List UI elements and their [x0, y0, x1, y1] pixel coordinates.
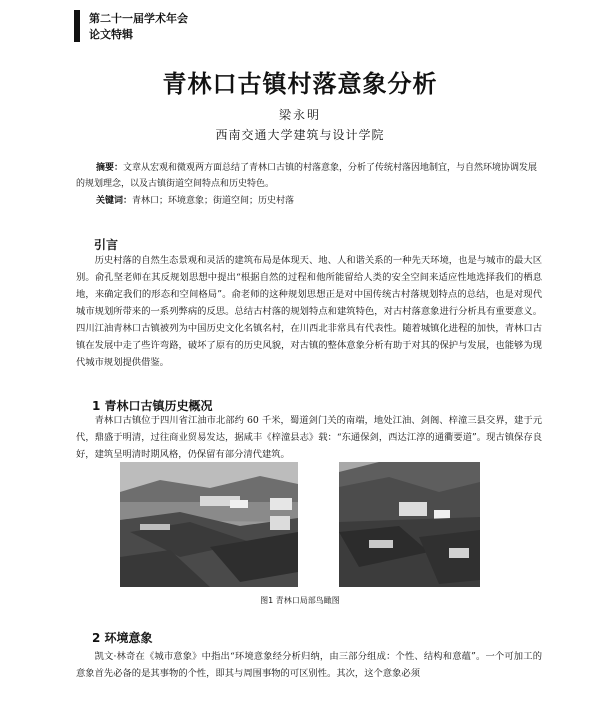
abstract-text: 文章从宏观和微观两方面总结了青林口古镇的村落意象，分析了传统村落因地制宜，与自然环境协调发展的规划理念，以及古镇街道空间特点和历史特色。: [76, 163, 538, 189]
section2-heading: 2 环境意象: [92, 631, 153, 645]
keywords-label: 关键词：: [96, 196, 133, 206]
village-aerial-photo-right: [339, 462, 480, 587]
journal-header: 第二十一届学术年会: [89, 12, 188, 25]
header-bar: [74, 10, 80, 42]
keywords: [96, 193, 536, 206]
section1-heading: 1 青林口古镇历史概况: [92, 399, 213, 413]
section1-paragraph: 青林口古镇位于四川省江油市北部约 60 千米，蜀道剑门关的南端，地处江油、剑阁、梓潼三县交界，建于元代，鼎盛于明清，过往商业贸易发达，据咸丰《梓潼县志》载：“东通保剑，西达江淳的通衢要道”。现古镇保存良好，建筑呈明清时期风格，仍保留有部分清代建筑。: [76, 415, 542, 460]
author: 梁永明: [278, 108, 321, 122]
abstract-label: 摘要：: [96, 163, 124, 173]
village-aerial-photo-left: [120, 462, 298, 587]
journal-subheader: 论文特辑: [89, 28, 133, 41]
affiliation: 西南交通大学建筑与设计学院: [215, 128, 385, 142]
section2-paragraph: 凯文·林奇在《城市意象》中指出“环境意象经分析归纳，由三部分组成：个性、结构和意蕴”。一个可加工的意象首先必备的是其事物的个性，即其与周围事物的可区别性。其次，这个意象必须: [76, 651, 542, 679]
abstract: [76, 160, 542, 192]
figure-caption: 图1 青林口局部鸟瞰图: [260, 596, 340, 605]
figure-photo-right: [339, 462, 480, 587]
intro-paragraph: 历史村落的自然生态景观和灵活的建筑布局是体现天、地、人和谐关系的一种先天环境，也是与城市的最大区别。俞孔坚老师在其反规划思想中提出“根据自然的过程和他所能留给人类的安全空间来适应性地选择我们的栖息地，来确定我们的形态和空间格局”。俞老师的这种规划思想正是对中国传统古村落规划特点的总结，也是对现代城市规划所带来的一系列弊病的反思。总结古村落的规划特点和建筑特色，对古村落意象进行分析具有重要意义。四川江油青林口古镇被列为中国历史文化名镇名村，在川西北非常具有代表性。随着城镇化进程的加快，青林口古镇在发展中走了些许弯路，破坏了原有的历史风貌，对古镇的整体意象分析有助于对其的保护与发展，也能够为现代城市规划提供借鉴。: [76, 255, 542, 368]
keywords-text: 青林口；环境意象；街道空间；历史村落: [132, 196, 295, 206]
intro-heading: 引言: [94, 238, 119, 252]
paper-title: 青林口古镇村落意象分析: [162, 70, 438, 98]
figure-photo-left: [120, 462, 298, 587]
